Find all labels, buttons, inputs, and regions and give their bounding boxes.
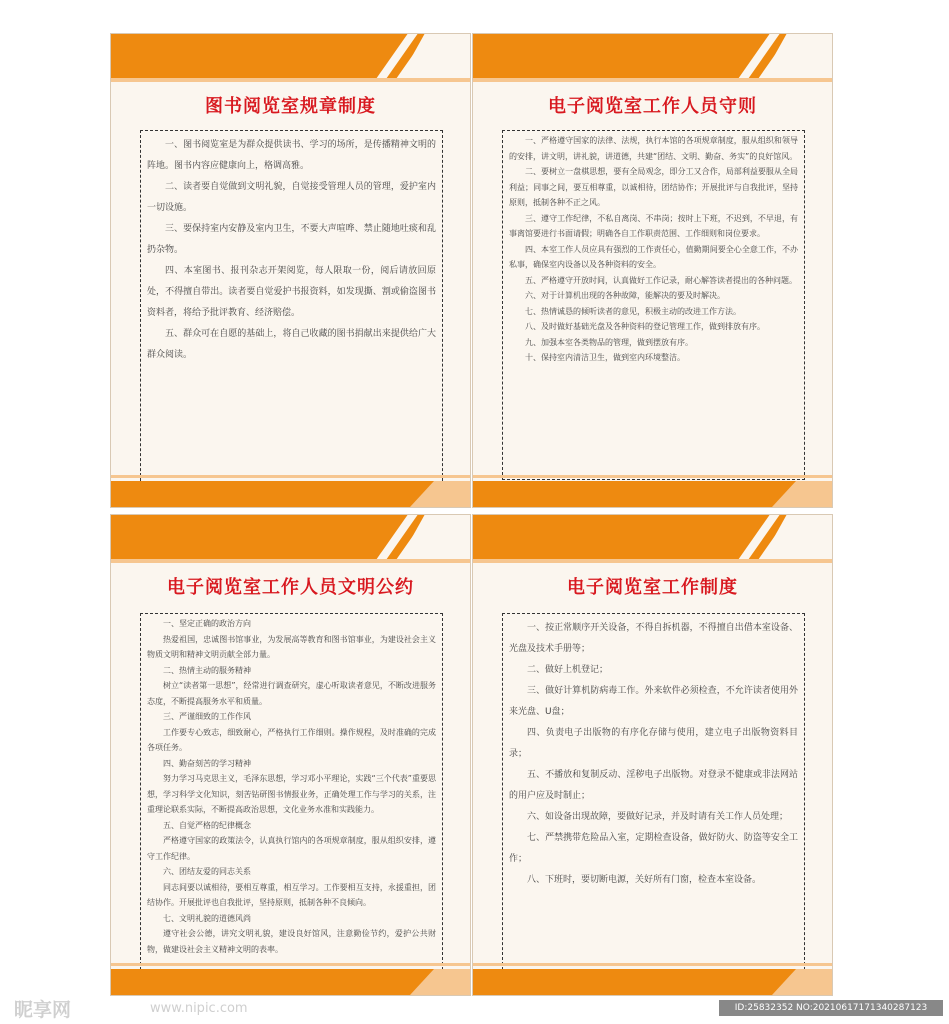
rule-paragraph: 四、本室图书、报刊杂志开架阅览，每人限取一份，阅后请放回原处，不得擅自带出。读者要自觉爱护书报资料，如发现撕、割或偷盗图书资料者，将给予批评教育、经济赔偿。 (147, 266, 436, 318)
rule-heading: 六、团结友爱的同志关系 (163, 867, 251, 876)
rule-paragraph: 八、及时做好基础光盘及各种资料的登记管理工作，做到排放有序。 (525, 322, 765, 331)
rule-paragraph: 树立“读者第一思想”，经常进行调查研究，虚心听取读者意见，不断改进服务态度，不断提高服务水平和质量。 (147, 681, 436, 706)
rule-heading: 四、勤奋刻苦的学习精神 (163, 758, 251, 768)
panel-header-bar (473, 515, 832, 559)
panel-title: 图书阅览室规章制度 (205, 96, 376, 117)
watermark-logo: 昵享网 (14, 999, 72, 1021)
rule-heading: 三、严谨细致的工作作风 (163, 712, 251, 721)
panel-work-system (472, 514, 833, 996)
rule-paragraph: 努力学习马克思主义，毛泽东思想，学习邓小平理论，实践“三个代表”重要思想，学习科学文化知识，刻苦钻研图书情报业务，正确处理工作与学习的关系，注重理论联系实际，不断提高政治思想，文化业务水准和实践能力。 (147, 774, 436, 814)
rule-paragraph: 三、遵守工作纪律，不私自离岗、不串岗；按时上下班，不迟到，不早退，有事离馆要进行书面请假；明确各自工作职责范围、工作细则和岗位要求。 (509, 213, 798, 238)
rules-text-box (140, 130, 443, 486)
panel-footer-bar (473, 969, 832, 995)
rule-paragraph: 热爱祖国，忠诚图书馆事业，为发展高等教育和图书馆事业，为建设社会主义物质文明和精神文明贡献全部力量。 (147, 634, 436, 659)
rule-paragraph: 遵守社会公德，讲究文明礼貌，建设良好馆风，注意勤俭节约，爱护公共财物，做建设社会主义精神文明的表率。 (147, 929, 436, 954)
rule-paragraph: 三、做好计算机防病毒工作。外来软件必须检查，不允许读者使用外来光盘、U盘； (509, 686, 798, 717)
panel-staff-civility-pact (110, 514, 471, 996)
rule-paragraph: 一、按正常顺序开关设备，不得自拆机器，不得擅自出借本室设备、光盘及技术手册等； (509, 623, 798, 654)
watermark-id-badge: ID:25832352 NO:20210617171340287123 (719, 1000, 943, 1016)
rule-paragraph: 二、要树立一盘棋思想，要有全局观念，即分工又合作，局部利益要服从全局利益；同事之间，要互相尊重，以诚相待，团结协作；开展批评与自我批评，坚持原则，抵制各种不正之风。 (509, 167, 798, 207)
rule-paragraph: 三、要保持室内安静及室内卫生，不要大声喧哗、禁止随地吐痰和乱扔杂物。 (147, 224, 436, 255)
rule-paragraph: 五、不播放和复制反动、淫秽电子出版物。对登录不健康或非法网站的用户应及时制止； (509, 770, 798, 801)
panel-header-bar (111, 34, 470, 78)
rule-paragraph: 五、严格遵守开放时间，认真做好工作记录，耐心解答读者提出的各种问题。 (525, 275, 797, 285)
panel-title: 电子阅览室工作人员文明公约 (167, 577, 414, 598)
panel-footer-bar (473, 481, 832, 507)
rule-paragraph: 五、群众可在自愿的基础上，将自己收藏的图书捐献出来提供给广大群众阅读。 (147, 329, 436, 360)
rule-heading: 一、坚定正确的政治方向 (163, 619, 251, 628)
rule-paragraph: 二、读者要自觉做到文明礼貌，自觉接受管理人员的管理，爱护室内一切设施。 (147, 182, 436, 213)
rule-paragraph: 六、对于计算机出现的各种故障，能解决的要及时解决。 (525, 291, 725, 300)
rule-paragraph: 一、图书阅览室是为群众提供读书、学习的场所，是传播精神文明的阵地。图书内容应健康向上，格调高雅。 (147, 140, 436, 171)
panel-footer-bar (111, 481, 470, 507)
rule-paragraph: 四、本室工作人员应具有强烈的工作责任心，值勤期间要全心全意工作，不办私事，确保室内设备以及各种资料的安全。 (509, 244, 798, 269)
rule-paragraph: 工作要专心致志，细致耐心，严格执行工作细则。操作规程，及时准确的完成各项任务。 (147, 727, 436, 752)
rule-paragraph: 九、加强本室各类物品的管理，做到摆放有序。 (525, 337, 693, 347)
rule-paragraph: 十、保持室内清洁卫生，做到室内环境整洁。 (525, 353, 685, 362)
rule-paragraph: 同志间要以诚相待，要相互尊重，相互学习。工作要相互支持，永援重担，团结协作。开展批评也自我批评，坚持原则，抵制各种不良倾向。 (147, 882, 436, 907)
rule-paragraph: 四、负责电子出版物的有序化存储与使用，建立电子出版物资料目录； (509, 728, 798, 759)
rules-text-box (502, 130, 805, 480)
panel-header-bar (473, 34, 832, 78)
rules-text-box (140, 613, 443, 975)
rule-paragraph: 七、热情诚恳的倾听读者的意见，积极主动的改进工作方法。 (525, 306, 741, 316)
rule-paragraph: 八、下班时，要切断电源，关好所有门窗，检查本室设备。 (527, 875, 762, 885)
rule-paragraph: 严格遵守国家的政策法令，认真执行馆内的各项规章制度，服从组织安排，遵守工作纪律。 (147, 836, 436, 861)
panel-title: 电子阅览室工作制度 (567, 577, 738, 598)
rule-paragraph: 二、做好上机登记； (527, 665, 609, 675)
rule-heading: 二、热情主动的服务精神 (163, 665, 251, 675)
rule-paragraph: 六、如设备出现故障，要做好记录，并及时请有关工作人员处理； (527, 812, 789, 822)
rule-heading: 五、自觉严格的纪律概念 (163, 820, 251, 830)
panel-footer-bar (111, 969, 470, 995)
rule-paragraph: 一、严格遵守国家的法律、法规，执行本馆的各项规章制度，服从组织和领导的安排，讲文明，讲礼貌，讲道德，共建“团结、文明、勤奋、务实”的良好馆风。 (509, 136, 798, 161)
panel-title: 电子阅览室工作人员守则 (548, 96, 757, 117)
rule-heading: 七、文明礼貌的道德风尚 (163, 913, 251, 923)
panel-staff-code (472, 33, 833, 508)
panel-header-bar (111, 515, 470, 559)
panel-reading-room-rules (110, 33, 471, 508)
rules-text-box (502, 613, 805, 975)
watermark-url: www.nipic.com (150, 1001, 248, 1016)
rule-paragraph: 七、严禁携带危险品入室，定期检查设备，做好防火、防盗等安全工作； (509, 833, 798, 864)
